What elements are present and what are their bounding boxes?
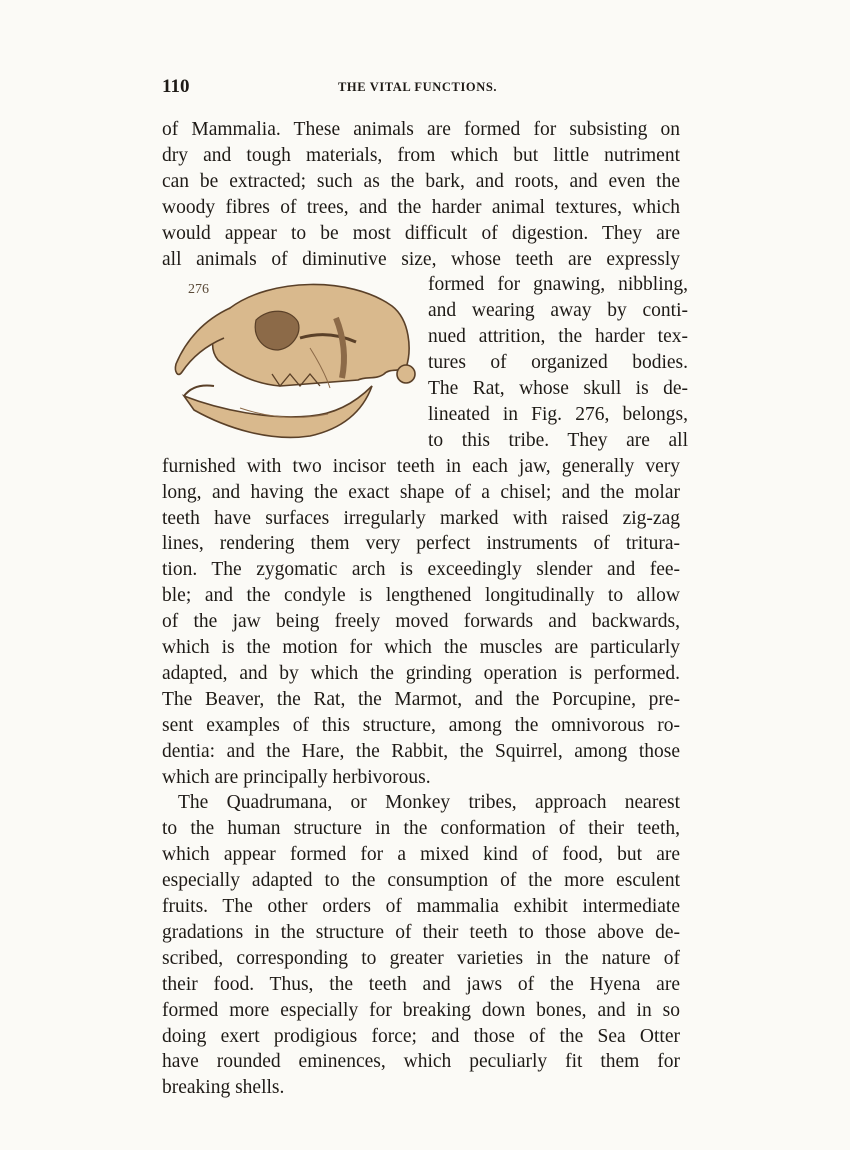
text-line: of Mammalia. These animals are formed for subsisting on	[162, 119, 680, 140]
text-line: sent examples of this structure, among the omnivorous ro-	[162, 714, 680, 736]
running-title: THE VITAL FUNCTIONS.	[338, 80, 498, 94]
text-line: The Beaver, the Rat, the Marmot, and the Porcupine, pre-	[162, 688, 680, 710]
text-line: to this tribe. They are all	[428, 429, 688, 451]
text-line: to the human structure in the conformation of their teeth,	[162, 818, 680, 840]
text-line: and wearing away by conti-	[428, 300, 688, 322]
text-line: formed for gnawing, nibbling,	[428, 274, 688, 296]
text-line: woody fibres of trees, and the harder animal textures, which	[162, 196, 680, 218]
text-line: tures of organized bodies.	[428, 352, 688, 374]
page-header	[162, 76, 682, 100]
text-line: have rounded eminences, which peculiarly fit them for	[162, 1051, 680, 1073]
text-line: nued attrition, the harder tex-	[428, 326, 688, 348]
figure-label: 276	[188, 282, 209, 297]
text-line: furnished with two incisor teeth in each jaw, generally very	[162, 455, 680, 477]
text-line: dentia: and the Hare, the Rabbit, the Squirrel, among those	[162, 740, 680, 762]
text-line: dry and tough materials, from which but little nutriment	[162, 144, 680, 166]
text-line: which appear formed for a mixed kind of food, but are	[162, 844, 680, 866]
text-line: tion. The zygomatic arch is exceedingly slender and fee-	[162, 559, 680, 581]
text-line: formed more especially for breaking down bones, and in so	[162, 999, 680, 1021]
text-line: lineated in Fig. 276, belongs,	[428, 403, 688, 425]
text-line: all animals of diminutive size, whose teeth are expressly	[162, 248, 680, 270]
text-line: especially adapted to the consumption of the more esculent	[162, 870, 680, 892]
text-line: gradations in the structure of their teeth to those above de-	[162, 921, 680, 943]
text-line: teeth have surfaces irregularly marked with raised zig-zag	[162, 507, 680, 529]
text-line: The Quadrumana, or Monkey tribes, approach nearest	[178, 792, 680, 814]
text-line: ble; and the condyle is lengthened longitudinally to allow	[162, 585, 680, 607]
figure-276	[160, 268, 422, 446]
text-line: of the jaw being freely moved forwards and backwards,	[162, 611, 680, 633]
text-line: which is the motion for which the muscles are particularly	[162, 637, 680, 658]
text-line: The Rat, whose skull is de-	[428, 378, 688, 399]
text-line: adapted, and by which the grinding operation is performed.	[162, 662, 680, 684]
text-line: doing exert prodigious force; and those of the Sea Otter	[162, 1025, 680, 1047]
text-line: scribed, corresponding to greater varieties in the nature of	[162, 947, 680, 969]
text-line: can be extracted; such as the bark, and roots, and even the	[162, 170, 680, 192]
text-line: which are principally herbivorous.	[162, 766, 431, 788]
page-number: 110	[162, 76, 190, 97]
text-line: long, and having the exact shape of a chisel; and the molar	[162, 481, 680, 503]
text-line: lines, rendering them very perfect instruments of tritura-	[162, 533, 680, 555]
text-line: would appear to be most difficult of digestion. They are	[162, 222, 680, 244]
text-line: breaking shells.	[162, 1077, 285, 1099]
text-line: fruits. The other orders of mammalia exhibit intermediate	[162, 896, 680, 917]
text-line: their food. Thus, the teeth and jaws of the Hyena are	[162, 973, 680, 995]
